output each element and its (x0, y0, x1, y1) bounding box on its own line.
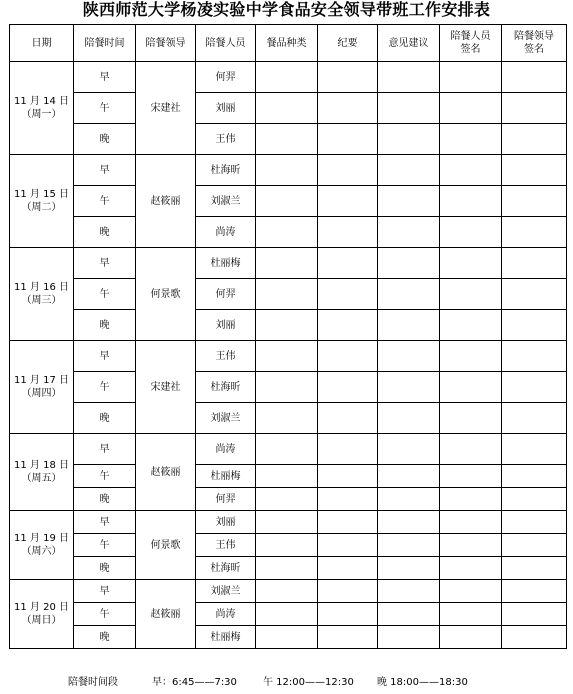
staff-cell: 杜丽梅 (196, 248, 256, 279)
leader-cell: 宋建社 (136, 62, 196, 155)
leader-cell: 赵筱丽 (136, 580, 196, 649)
discipline-cell (318, 465, 378, 488)
table-row (10, 580, 567, 603)
staff-sign-cell (440, 626, 502, 649)
leader-sign-cell (502, 93, 567, 124)
discipline-cell (318, 580, 378, 603)
staff-sign-cell (440, 248, 502, 279)
suggestion-cell (378, 186, 440, 217)
staff-cell: 刘丽 (196, 511, 256, 534)
meal-time-footer (0, 674, 573, 692)
meal-cell: 午 (74, 186, 136, 217)
staff-sign-cell (440, 341, 502, 372)
date-cell: 11 月 20 日 （周日） (10, 580, 74, 649)
leader-cell: 赵筱丽 (136, 434, 196, 511)
meal-cell: 午 (74, 93, 136, 124)
leader-sign-cell (502, 465, 567, 488)
staff-cell: 杜丽梅 (196, 465, 256, 488)
discipline-cell (318, 511, 378, 534)
food-type-cell (256, 557, 318, 580)
suggestion-cell (378, 279, 440, 310)
staff-cell: 何羿 (196, 62, 256, 93)
table-row (10, 248, 567, 279)
leader-sign-cell (502, 217, 567, 248)
discipline-cell (318, 310, 378, 341)
discipline-cell (318, 557, 378, 580)
food-type-cell (256, 279, 318, 310)
table-row (10, 534, 567, 557)
leader-sign-cell (502, 403, 567, 434)
food-type-cell (256, 93, 318, 124)
food-type-cell (256, 217, 318, 248)
food-type-cell (256, 626, 318, 649)
food-type-cell (256, 248, 318, 279)
suggestion-cell (378, 534, 440, 557)
staff-sign-cell (440, 434, 502, 465)
leader-sign-cell (502, 248, 567, 279)
leader-sign-cell (502, 341, 567, 372)
meal-cell: 晚 (74, 124, 136, 155)
suggestion-cell (378, 403, 440, 434)
schedule-body (10, 62, 567, 649)
suggestion-cell (378, 62, 440, 93)
suggestion-cell (378, 488, 440, 511)
leader-cell: 何景歌 (136, 511, 196, 580)
header-row (10, 25, 567, 62)
staff-cell: 杜海昕 (196, 155, 256, 186)
header-meal-time: 陪餐时间 (74, 25, 136, 62)
suggestion-cell (378, 124, 440, 155)
staff-cell: 刘丽 (196, 310, 256, 341)
food-type-cell (256, 310, 318, 341)
discipline-cell (318, 279, 378, 310)
date-cell: 11 月 15 日 （周二） (10, 155, 74, 248)
staff-cell: 尚涛 (196, 434, 256, 465)
discipline-cell (318, 488, 378, 511)
food-type-cell (256, 603, 318, 626)
food-type-cell (256, 341, 318, 372)
footer-lunch: 午 12:00——12:30 (263, 677, 354, 688)
discipline-cell (318, 124, 378, 155)
food-type-cell (256, 580, 318, 603)
meal-cell: 早 (74, 155, 136, 186)
staff-sign-cell (440, 62, 502, 93)
table-row (10, 557, 567, 580)
meal-cell: 午 (74, 534, 136, 557)
schedule-table (9, 24, 567, 649)
table-row (10, 341, 567, 372)
table-row (10, 62, 567, 93)
staff-cell: 杜海昕 (196, 557, 256, 580)
staff-sign-cell (440, 511, 502, 534)
food-type-cell (256, 511, 318, 534)
header-date: 日期 (10, 25, 74, 62)
meal-cell: 午 (74, 603, 136, 626)
table-row (10, 511, 567, 534)
staff-cell: 刘淑兰 (196, 186, 256, 217)
suggestion-cell (378, 465, 440, 488)
staff-cell: 何羿 (196, 279, 256, 310)
suggestion-cell (378, 511, 440, 534)
table-row (10, 279, 567, 310)
date-cell: 11 月 18 日 （周五） (10, 434, 74, 511)
food-type-cell (256, 124, 318, 155)
date-cell: 11 月 14 日 （周一） (10, 62, 74, 155)
staff-sign-cell (440, 217, 502, 248)
leader-cell: 赵筱丽 (136, 155, 196, 248)
date-cell: 11 月 17 日 （周四） (10, 341, 74, 434)
leader-sign-cell (502, 62, 567, 93)
meal-cell: 午 (74, 372, 136, 403)
footer-breakfast: 早：6:45——7:30 (152, 677, 237, 688)
staff-cell: 尚涛 (196, 603, 256, 626)
meal-cell: 午 (74, 465, 136, 488)
meal-cell: 晚 (74, 403, 136, 434)
staff-cell: 王伟 (196, 124, 256, 155)
staff-cell: 尚涛 (196, 217, 256, 248)
staff-sign-cell (440, 488, 502, 511)
page-title: 陕西师范大学杨凌实验中学食品安全领导带班工作安排表 (82, 0, 491, 19)
table-row (10, 93, 567, 124)
discipline-cell (318, 93, 378, 124)
header-food-type: 餐品种类 (256, 25, 318, 62)
leader-sign-cell (502, 488, 567, 511)
table-row (10, 310, 567, 341)
food-type-cell (256, 403, 318, 434)
suggestion-cell (378, 434, 440, 465)
food-type-cell (256, 534, 318, 557)
suggestion-cell (378, 93, 440, 124)
food-type-cell (256, 434, 318, 465)
staff-cell: 刘丽 (196, 93, 256, 124)
discipline-cell (318, 341, 378, 372)
staff-sign-cell (440, 603, 502, 626)
table-row (10, 186, 567, 217)
discipline-cell (318, 603, 378, 626)
meal-cell: 早 (74, 511, 136, 534)
suggestion-cell (378, 155, 440, 186)
food-type-cell (256, 155, 318, 186)
table-row (10, 217, 567, 248)
discipline-cell (318, 248, 378, 279)
meal-cell: 早 (74, 341, 136, 372)
suggestion-cell (378, 603, 440, 626)
table-row (10, 603, 567, 626)
leader-sign-cell (502, 626, 567, 649)
meal-cell: 早 (74, 434, 136, 465)
suggestion-cell (378, 248, 440, 279)
staff-sign-cell (440, 372, 502, 403)
staff-sign-cell (440, 465, 502, 488)
suggestion-cell (378, 217, 440, 248)
discipline-cell (318, 403, 378, 434)
food-type-cell (256, 62, 318, 93)
staff-sign-cell (440, 557, 502, 580)
discipline-cell (318, 434, 378, 465)
meal-cell: 午 (74, 279, 136, 310)
staff-cell: 刘淑兰 (196, 403, 256, 434)
meal-cell: 晚 (74, 488, 136, 511)
leader-sign-cell (502, 155, 567, 186)
table-row (10, 465, 567, 488)
staff-sign-cell (440, 186, 502, 217)
suggestion-cell (378, 310, 440, 341)
footer-label: 陪餐时间段 (68, 677, 118, 688)
meal-cell: 晚 (74, 557, 136, 580)
discipline-cell (318, 62, 378, 93)
staff-cell: 王伟 (196, 341, 256, 372)
header-leader: 陪餐领导 (136, 25, 196, 62)
suggestion-cell (378, 557, 440, 580)
leader-sign-cell (502, 279, 567, 310)
suggestion-cell (378, 372, 440, 403)
leader-sign-cell (502, 124, 567, 155)
leader-cell: 宋建社 (136, 341, 196, 434)
suggestion-cell (378, 580, 440, 603)
meal-cell: 早 (74, 248, 136, 279)
table-row (10, 124, 567, 155)
food-type-cell (256, 372, 318, 403)
leader-sign-cell (502, 434, 567, 465)
header-staff-sign: 陪餐人员 签名 (440, 25, 502, 62)
staff-sign-cell (440, 279, 502, 310)
staff-sign-cell (440, 310, 502, 341)
staff-cell: 杜海昕 (196, 372, 256, 403)
table-row (10, 372, 567, 403)
leader-sign-cell (502, 310, 567, 341)
table-row (10, 488, 567, 511)
staff-cell: 刘淑兰 (196, 580, 256, 603)
staff-cell: 何羿 (196, 488, 256, 511)
leader-sign-cell (502, 186, 567, 217)
staff-sign-cell (440, 403, 502, 434)
staff-sign-cell (440, 155, 502, 186)
meal-cell: 晚 (74, 217, 136, 248)
footer-dinner: 晚 18:00——18:30 (377, 677, 468, 688)
discipline-cell (318, 186, 378, 217)
table-row (10, 434, 567, 465)
leader-sign-cell (502, 557, 567, 580)
meal-cell: 晚 (74, 310, 136, 341)
staff-sign-cell (440, 124, 502, 155)
header-discipline: 纪要 (318, 25, 378, 62)
leader-sign-cell (502, 534, 567, 557)
staff-cell: 杜丽梅 (196, 626, 256, 649)
staff-sign-cell (440, 93, 502, 124)
discipline-cell (318, 155, 378, 186)
staff-sign-cell (440, 534, 502, 557)
discipline-cell (318, 626, 378, 649)
leader-sign-cell (502, 511, 567, 534)
leader-cell: 何景歌 (136, 248, 196, 341)
food-type-cell (256, 488, 318, 511)
leader-sign-cell (502, 603, 567, 626)
staff-cell: 王伟 (196, 534, 256, 557)
table-row (10, 403, 567, 434)
discipline-cell (318, 217, 378, 248)
header-leader-sign: 陪餐领导 签名 (502, 25, 567, 62)
meal-cell: 晚 (74, 626, 136, 649)
discipline-cell (318, 372, 378, 403)
suggestion-cell (378, 626, 440, 649)
header-staff: 陪餐人员 (196, 25, 256, 62)
meal-cell: 早 (74, 62, 136, 93)
food-type-cell (256, 465, 318, 488)
table-row (10, 155, 567, 186)
date-cell: 11 月 19 日 （周六） (10, 511, 74, 580)
date-cell: 11 月 16 日 （周三） (10, 248, 74, 341)
leader-sign-cell (502, 580, 567, 603)
food-type-cell (256, 186, 318, 217)
meal-cell: 早 (74, 580, 136, 603)
discipline-cell (318, 534, 378, 557)
table-row (10, 626, 567, 649)
suggestion-cell (378, 341, 440, 372)
leader-sign-cell (502, 372, 567, 403)
staff-sign-cell (440, 580, 502, 603)
header-suggestion: 意见建议 (378, 25, 440, 62)
